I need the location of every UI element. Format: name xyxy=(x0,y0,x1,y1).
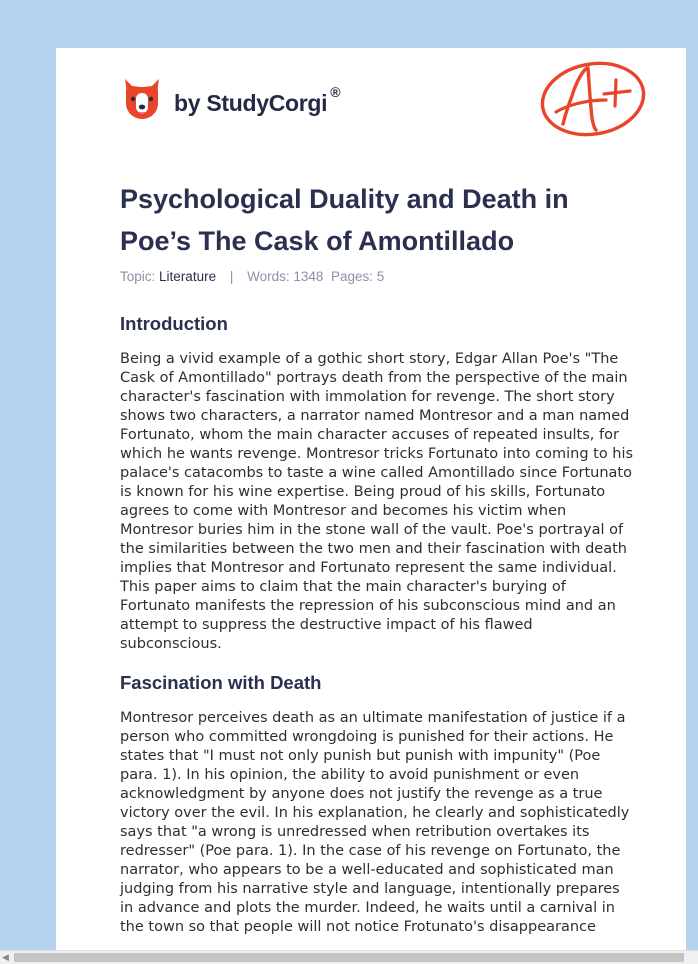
paragraph-introduction: Being a vivid example of a gothic short story, Edgar Allan Poe's "The Cask of Amontillado" portrays death from the perspective of the main character's fascination with immolation for revenge. The short story shows two characters, a narrator named Montresor and a man named Fortunato, whom the main character accuses of repeated insults, for which he wants revenge. Montresor tricks Fortunato into coming to his palace's catacombs to taste a wine called Amontillado since Fortunato is known for his wine expertise. Being proud of his skills, Fortunato agrees to come with Montresor and becomes his victim when Montresor buries him in the stone wall of the vault. Poe's portrayal of the similarities between the two men and their fascination with death implies that Montresor and Fortunato represent the same individual. This paper aims to claim that the main character's burying of Fortunato manifests the repression of his subconscious mind and an attempt to suppress the destructive impact of his flawed subconscious. xyxy=(120,351,634,652)
section-heading-fascination-with-death: Fascination with Death xyxy=(120,672,322,693)
page-count: Pages: 5 xyxy=(330,269,385,284)
horizontal-scrollbar[interactable] xyxy=(0,950,698,964)
topic-label: Topic: xyxy=(120,269,156,284)
studycorgi-logo[interactable] xyxy=(122,77,340,121)
paragraph-fascination-with-death: Montresor perceives death as an ultimate manifestation of justice if a person who committed wrongdoing is punished for their actions. He states that "I must not only punish but punish with impunity" (Poe para. 1). In his opinion, the ability to avoid punishment or even acknowledgment by anyone does not justify the revenge as a true victory over the evil. In his explanation, he clearly and sophisticatedly says that "a wrong is unredressed when retribution overtakes its redresser" (Poe para. 1). In the case of his revenge on Fortunato, the narrator, who appears to be a well-educated and sophisticated man judging from his narrative style and language, intentionally prepares in advance and plots the murder. Indeed, he waits until a carnival in the town so that people will not notice Frotunato's disappearance xyxy=(120,710,630,935)
word-count: Words: 1348 xyxy=(247,269,324,284)
scroll-left-arrow-icon[interactable]: ◀ xyxy=(2,953,9,963)
meta-separator: | xyxy=(229,269,234,284)
corgi-logo-icon xyxy=(122,77,162,121)
document-meta xyxy=(120,269,384,284)
topic-link[interactable]: Literature xyxy=(159,269,217,284)
scrollbar-thumb[interactable] xyxy=(14,953,684,962)
registered-mark: ® xyxy=(330,83,341,100)
section-heading-introduction: Introduction xyxy=(120,313,228,334)
brand-name: by StudyCorgi ® xyxy=(174,83,341,116)
a-plus-grade-badge xyxy=(538,60,648,138)
document-page xyxy=(56,48,686,950)
page-title: Psychological Duality and Death in Poe’s The Cask of Amontillado xyxy=(120,184,569,256)
